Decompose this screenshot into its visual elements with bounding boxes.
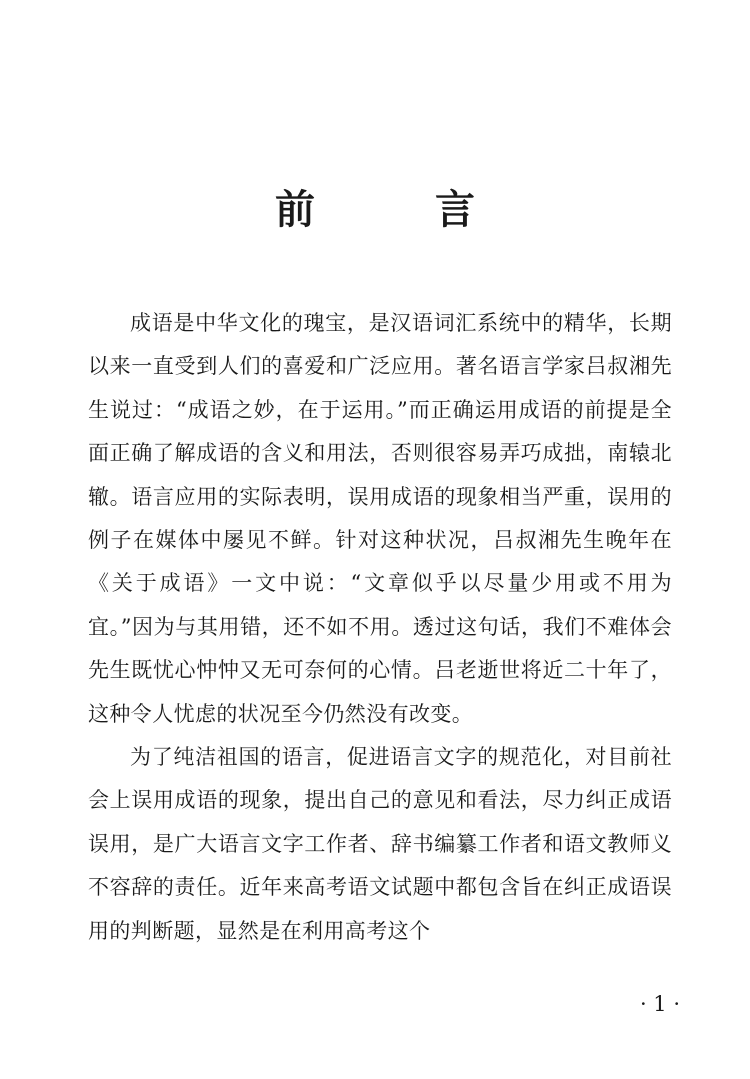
page-number: · 1 · xyxy=(639,992,680,1016)
paragraph-1: 成语是中华文化的瑰宝，是汉语词汇系统中的精华，长期以来一直受到人们的喜爱和广泛应用。著名语言学家吕叔湘先生说过：“成语之妙，在于运用。”而正确运用成语的前提是全面正确了解成语的含义和用法，否则很容易弄巧成拙，南辕北辙。语言应用的实际表明，误用成语的现象相当严重，误用的例子在媒体中屡见不鲜。针对这种状况，吕叔湘先生晚年在《关于成语》一文中说：“文章似乎以尽量少用或不用为宜。”因为与其用错，还不如不用。透过这句话，我们不难体会先生既忧心忡忡又无可奈何的心情。吕老逝世将近二十年了，这种令人忧虑的状况至今仍然没有改变。 xyxy=(88,311,672,726)
body-text xyxy=(88,302,672,953)
page-title: 前 言 xyxy=(275,186,515,233)
paragraph-2: 为了纯洁祖国的语言，促进语言文字的规范化，对目前社会上误用成语的现象，提出自己的意见和看法，尽力纠正成语误用，是广大语言文字工作者、辞书编纂工作者和语文教师义不容辞的责任。近年来高考语文试题中都包含旨在纠正成语误用的判断题，显然是在利用高考这个 xyxy=(88,745,672,943)
